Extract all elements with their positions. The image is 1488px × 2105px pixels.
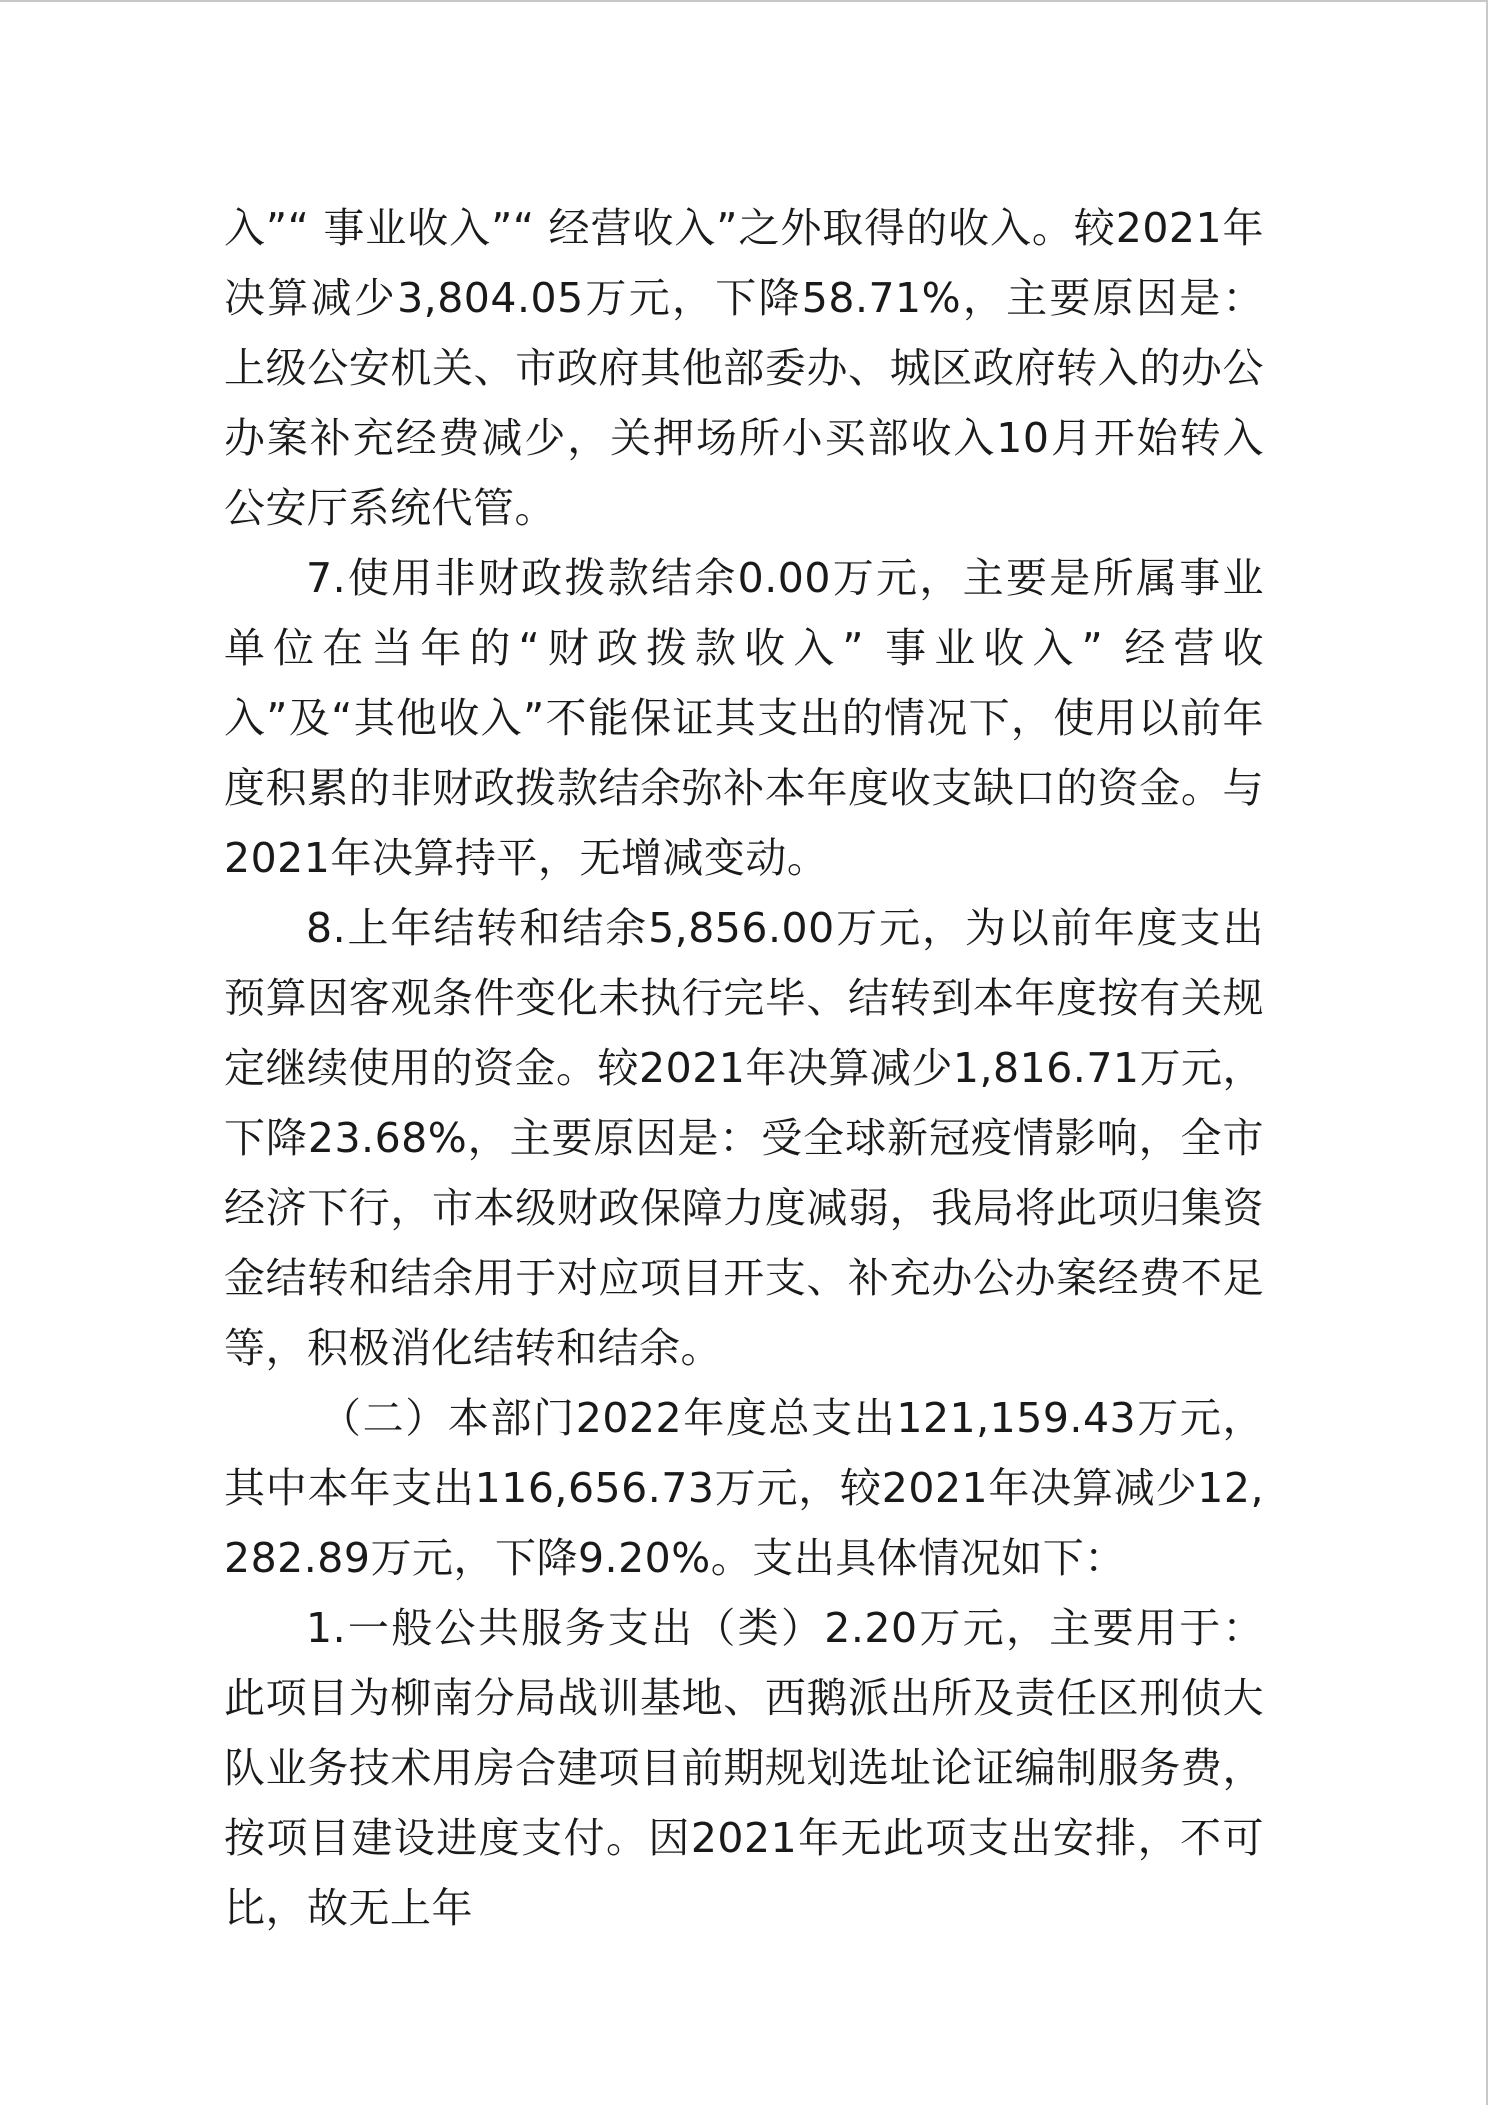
paragraph-continued-income: 入”“ 事业收入”“ 经营收入”之外取得的收入。较2021年决算减少3,804.05万元，下降58.71%，主要原因是：上级公安机关、市政府其他部委办、城区政府转入的办公办案补充经费减少，关押场所小买部收入10月开始转入公安厅系统代管。 [224, 204, 1264, 532]
paragraph-item-8: 8.上年结转和结余5,856.00万元，为以前年度支出预算因客观条件变化未执行完毕、结转到本年度按有关规定继续使用的资金。较2021年决算减少1,816.71万元，下降23.68%，主要原因是：受全球新冠疫情影响，全市经济下行，市本级财政保障力度减弱，我局将此项归集资金结转和结余用于对应项目开支、补充办公办案经费不足等，积极消化结转和结余。 [224, 904, 1264, 1372]
paragraph-item-7: 7.使用非财政拨款结余0.00万元，主要是所属事业单位在当年的“财政拨款收入” 事业收入” 经营收入”及“其他收入”不能保证其支出的情况下，使用以前年度积累的非财政拨款结余弥补本年度收支缺口的资金。与2021年决算持平，无增减变动。 [224, 554, 1264, 882]
document-body [224, 193, 1264, 1943]
paragraph-section-expenditure: （二）本部门2022年度总支出121,159.43万元，其中本年支出116,656.73万元，较2021年决算减少12,282.89万元，下降9.20%。支出具体情况如下： [224, 1394, 1264, 1582]
paragraph-item-1-expenditure: 1.一般公共服务支出（类）2.20万元，主要用于：此项目为柳南分局战训基地、西鹅派出所及责任区刑侦大队业务技术用房合建项目前期规划选址论证编制服务费，按项目建设进度支付。因2021年无此项支出安排，不可比，故无上年 [224, 1604, 1264, 1932]
